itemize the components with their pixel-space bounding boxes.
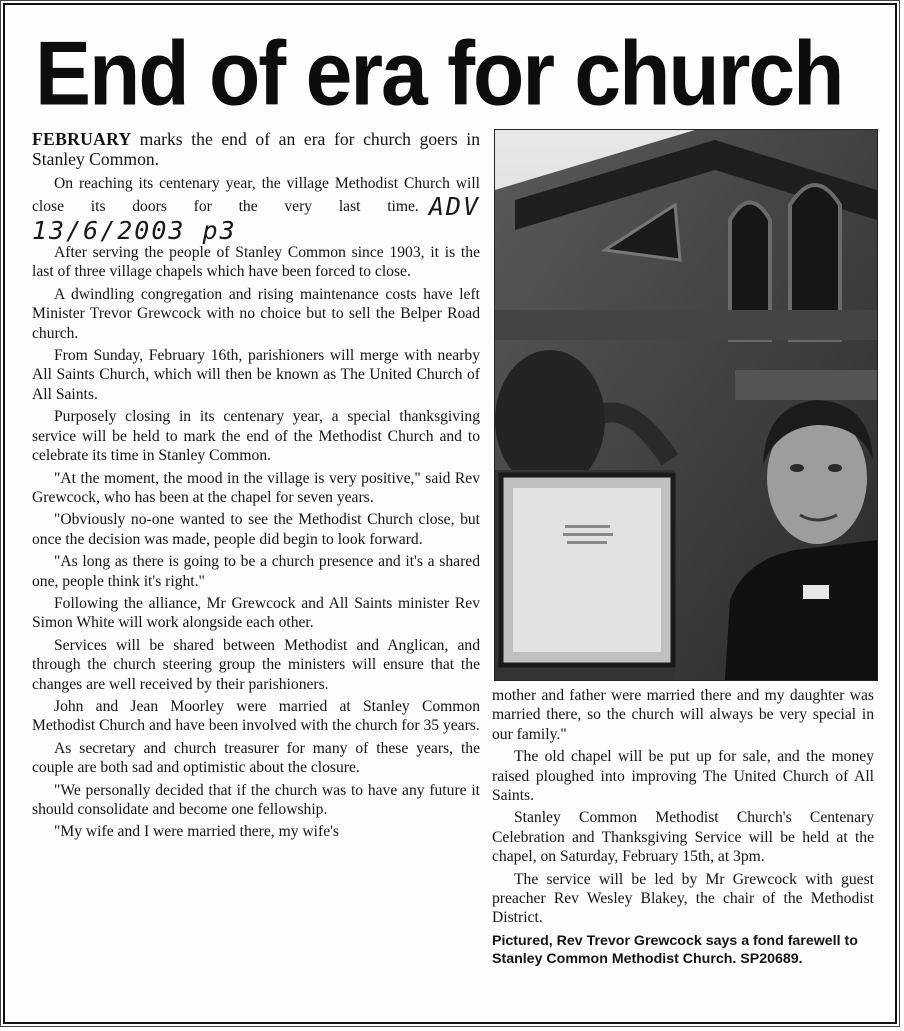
headline: End of era for church (35, 22, 843, 124)
lead-text: marks the end of an era for church goers in Stanley Common. (32, 129, 480, 170)
body-paragraph: mother and father were married there and my daughter was married there, so the church will always be very special in our family." (492, 687, 874, 743)
body-paragraph: Purposely closing in its centenary year, a special thanksgiving service will be held to mark the end of the Methodist Church and to celebrate its time in Stanley Common. (32, 408, 480, 465)
body-paragraph: Stanley Common Methodist Church's Centenary Celebration and Thanksgiving Service will be held at the chapel, on Saturday, February 15th, at 3pm. (492, 809, 874, 866)
body-paragraph: John and Jean Moorley were married at Stanley Common Methodist Church and have been involved with the church for 35 years. (32, 697, 480, 735)
body-paragraph: "Obviously no-one wanted to see the Methodist Church close, but once the decision was made, people did begin to look forward. (32, 511, 480, 548)
clerical-collar (803, 585, 829, 599)
article-column-left (32, 130, 480, 842)
minister-eye (828, 464, 842, 472)
body-paragraph: "We personally decided that if the church was to have any future it should consolidate and become one fellowship. (32, 781, 480, 818)
body-paragraph: The old chapel will be put up for sale, and the money raised ploughed into improving The United Church of All Saints. (492, 748, 874, 805)
body-paragraph: "My wife and I were married there, my wife's (54, 823, 339, 841)
string-course (495, 310, 877, 340)
body-paragraph: Services will be shared between Methodist and Anglican, and through the church steering group the ministers will ensure that the changes are well received by their parishioners. (32, 636, 480, 693)
body-paragraph: As secretary and church treasurer for many of these years, the couple are both sad and optimistic about the closure. (32, 739, 480, 777)
article-column-right (492, 686, 874, 968)
body-paragraph: The service will be led by Mr Grewcock with guest preacher Rev Wesley Blakey, the chair of the Methodist District. (492, 870, 874, 927)
body-paragraph: "At the moment, the mood in the village is very positive," said Rev Grewcock, who has been at the chapel for seven years. (32, 469, 480, 506)
lead-paragraph (32, 130, 480, 171)
body-paragraph: From Sunday, February 16th, parishioners will merge with nearby All Saints Church, which will then be known as The United Church of All Saints. (32, 347, 480, 403)
body-paragraph: A dwindling congregation and rising maintenance costs have left Minister Trevor Grewcock with no choice but to sell the Belper Road church. (32, 285, 480, 342)
minister-eye (790, 464, 804, 472)
body-paragraph (32, 174, 480, 245)
gutter (735, 370, 877, 400)
notice-paper (513, 488, 661, 652)
body-paragraph: After serving the people of Stanley Common since 1903, it is the last of three village chapels which have been forced to close. (32, 244, 480, 281)
photo-illustration (495, 130, 877, 680)
church-photo (494, 129, 878, 681)
foliage (495, 350, 605, 490)
newspaper-clipping (3, 3, 897, 1024)
notice-line (563, 533, 613, 536)
body-paragraph: "As long as there is going to be a church presence and it's a shared one, people think it's right." (32, 553, 480, 590)
lead-caps: FEBRUARY (32, 129, 132, 149)
photo-caption: Pictured, Rev Trevor Grewcock says a fond farewell to Stanley Common Methodist Church. SP20689. (492, 932, 858, 967)
paragraph-text: On reaching its centenary year, the village Methodist Church will close its doors for the very last time. (32, 174, 480, 216)
body-paragraph: Following the alliance, Mr Grewcock and All Saints minister Rev Simon White will work alongside each other. (32, 594, 480, 632)
handwritten-date-note: ADV 13/6/2003 p3 (32, 192, 480, 245)
notice-line (567, 541, 607, 544)
notice-line (565, 525, 610, 528)
